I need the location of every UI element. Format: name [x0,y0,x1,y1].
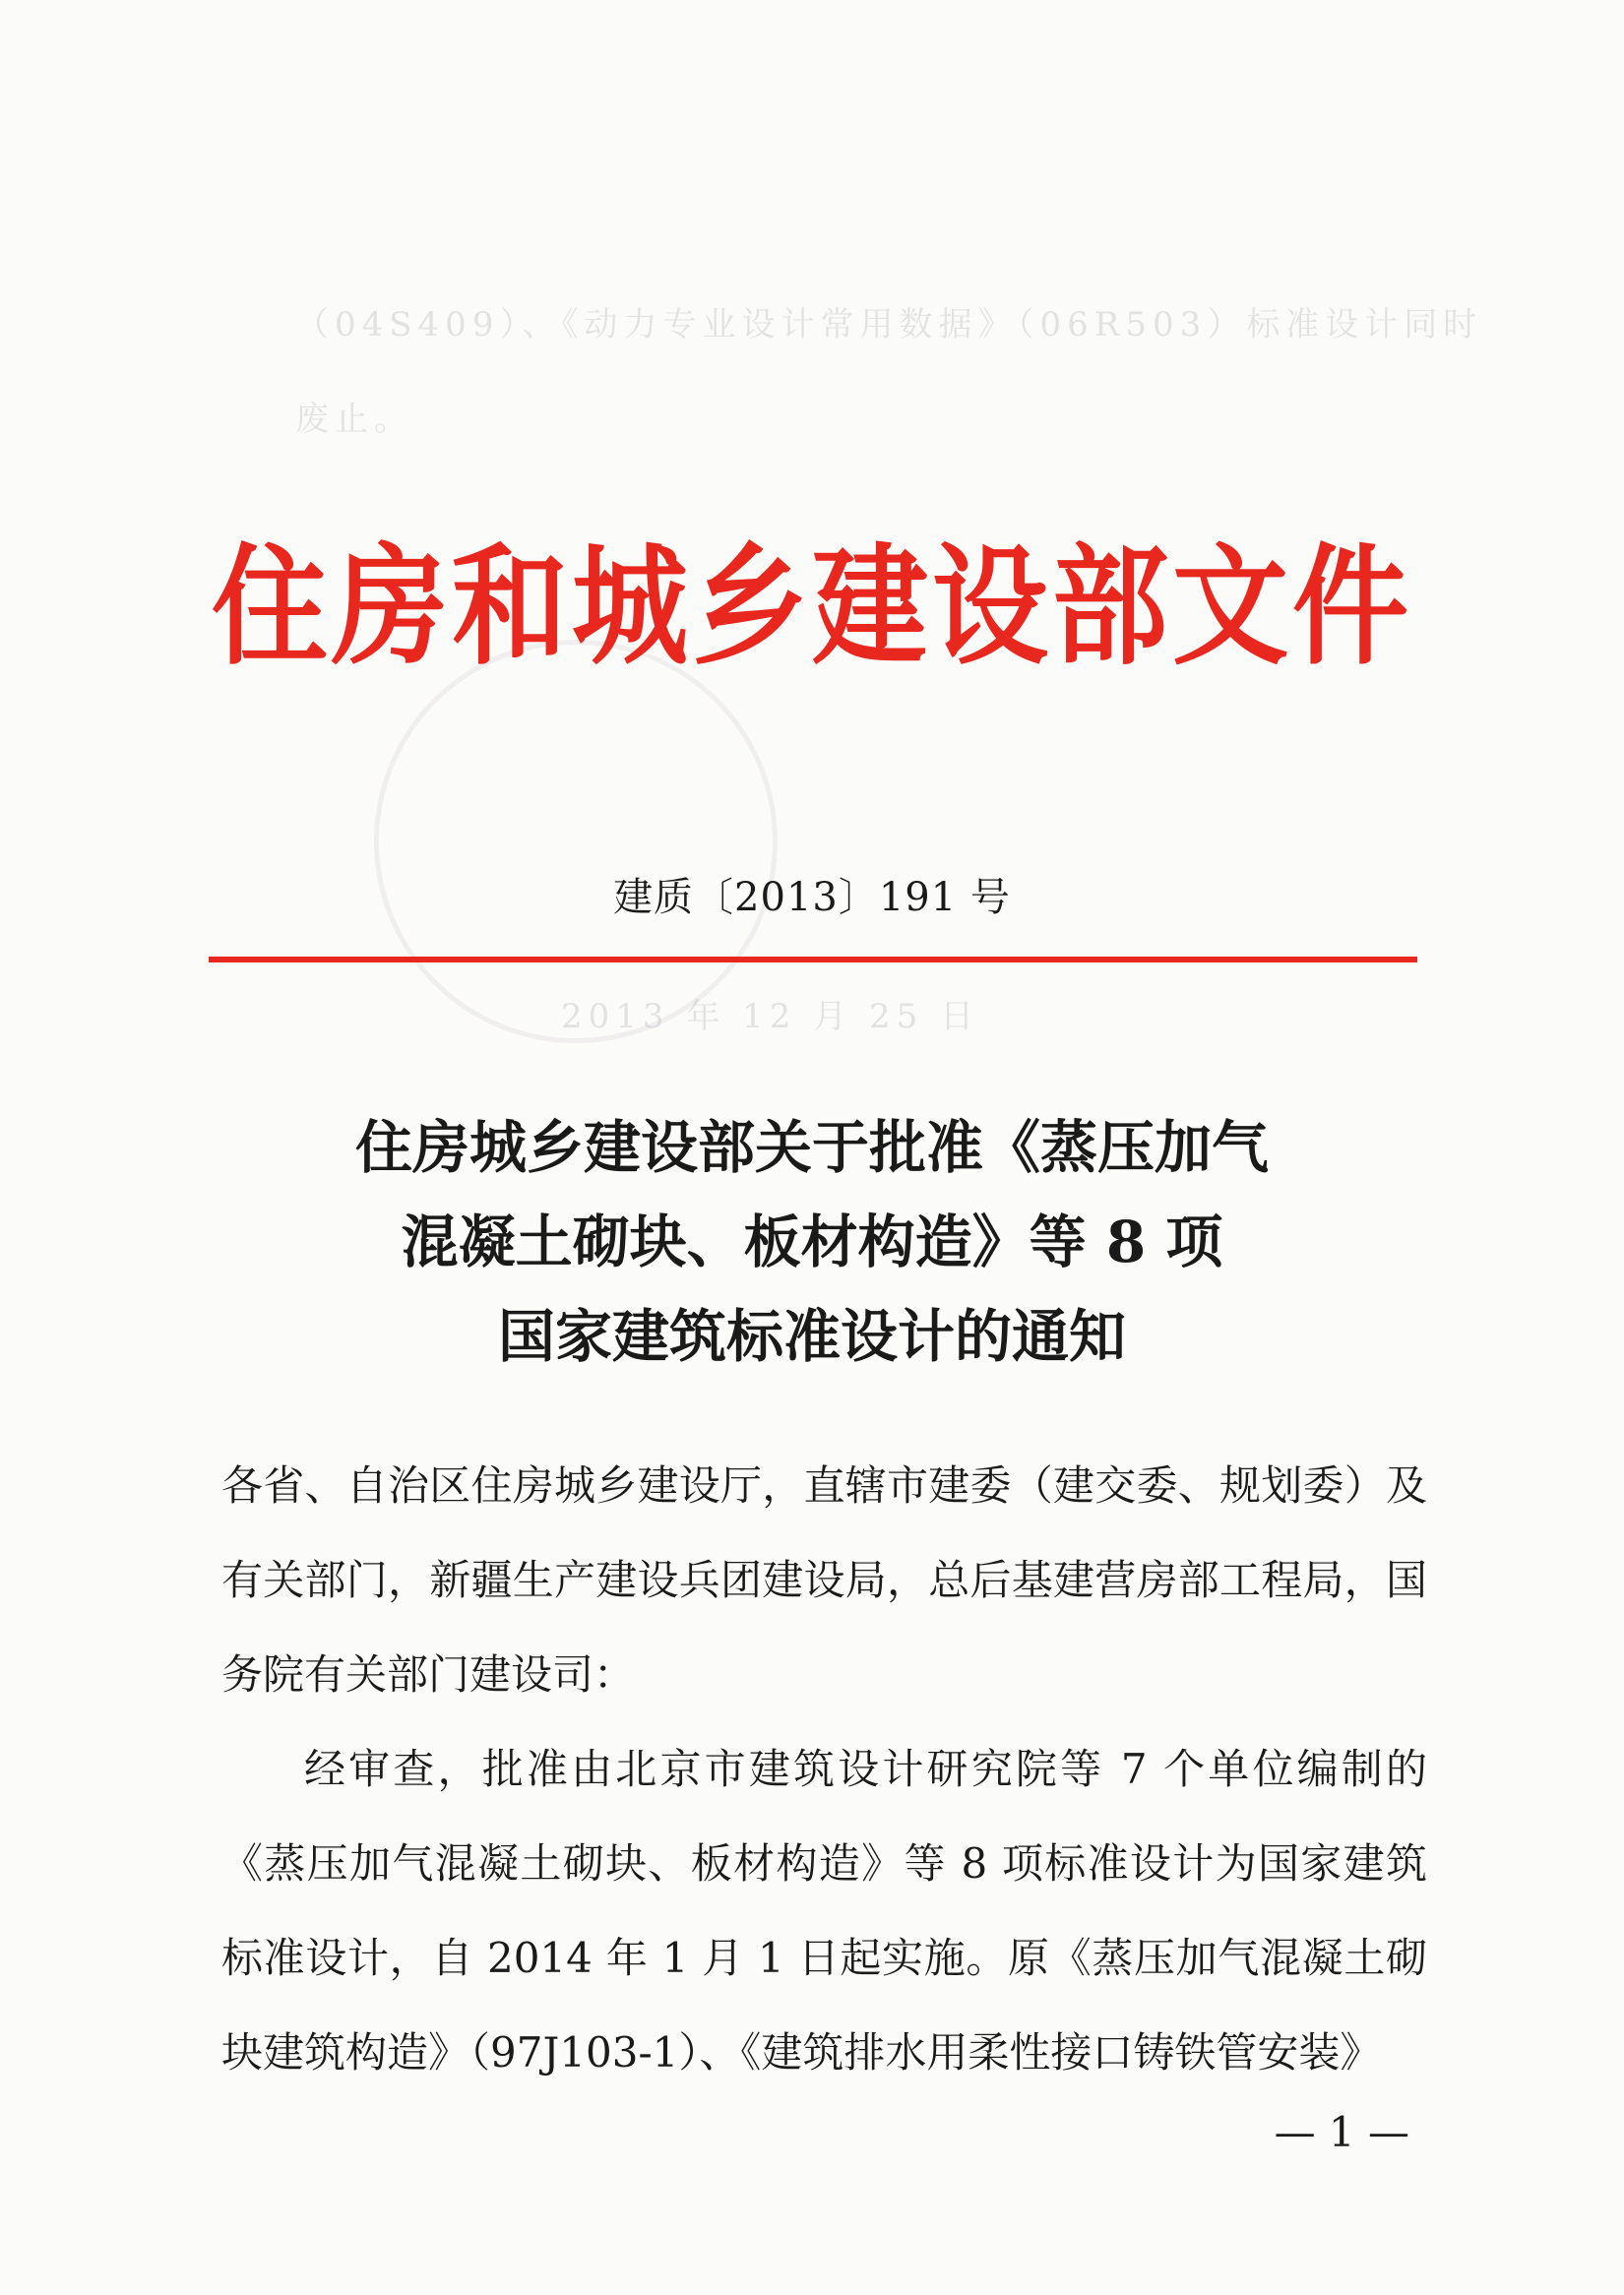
page-number: — 1 — [1274,2108,1409,2156]
document-title-line1: 住房城乡建设部关于批准《蒸压加气 [354,1114,1269,1181]
document-title-line2: 混凝土砌块、板材构造》等 8 项 [401,1209,1223,1275]
bleed-through-text-line2: 废止。 [295,400,413,439]
bleed-through-text-line1: （04S409）、《动力专业设计常用数据》（06R503）标准设计同时 [295,305,1483,344]
document-body [221,1439,1427,2100]
document-title-line3: 国家建筑标准设计的通知 [497,1303,1126,1370]
issuer-header-title: 住房和城乡建设部文件 [211,530,1412,683]
bleed-through-seal [374,640,778,1043]
bleed-through-date: 2013 年 12 月 25 日 [561,997,980,1036]
red-divider-line [209,957,1417,962]
document-number: 建质〔2013〕191 号 [613,875,1011,920]
recipients-paragraph: 各省、自治区住房城乡建设厅，直辖市建委（建交委、规划委）及有关部门，新疆生产建设兵团建设局，总后基建营房部工程局，国务院有关部门建设司： [221,1461,1427,1699]
approval-paragraph: 经审查，批准由北京市建筑设计研究院等 7 个单位编制的《蒸压加气混凝土砌块、板材构造》等 8 项标准设计为国家建筑标准设计，自 2014 年 1 月 1 日起实施。原《蒸压加气混凝土砌块建筑构造》（97J103-1）、《建筑排水用柔性接口铸铁管安装》 [221,1745,1427,2077]
document-title [0,1100,1624,1384]
